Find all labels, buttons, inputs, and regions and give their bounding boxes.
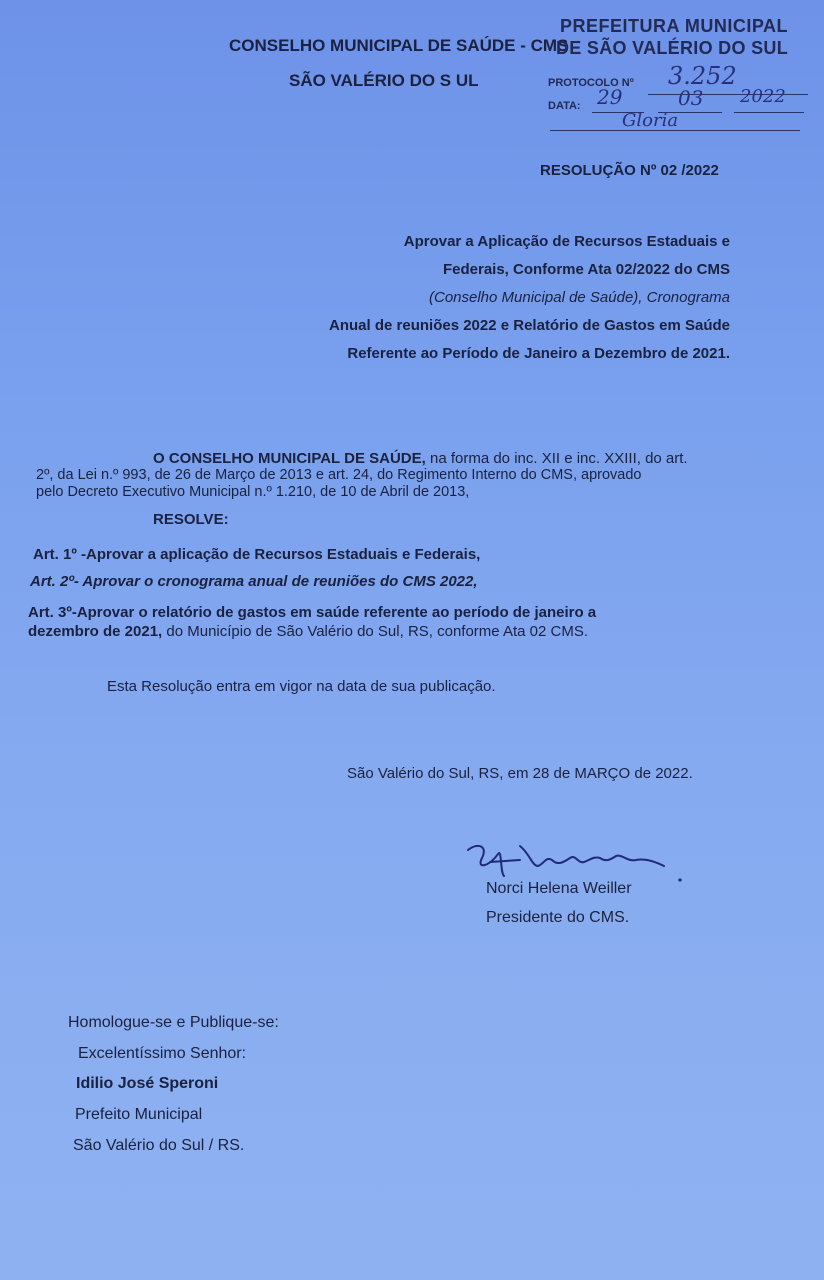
- stamp-date-year: 2022: [740, 86, 786, 107]
- article-3-rest: do Município de São Valério do Sul, RS, conforme Ata 02 CMS.: [162, 623, 589, 640]
- stamp-date-day: 29: [597, 85, 623, 109]
- article-3-line-1: Art. 3º-Aprovar o relatório de gastos em saúde referente ao período de janeiro a: [28, 604, 597, 621]
- council-city: SÃO VALÉRIO DO S UL: [289, 71, 479, 90]
- homologation-line-1: Homologue-se e Publique-se:: [68, 1014, 279, 1031]
- mayor-role: Prefeito Municipal: [75, 1106, 203, 1123]
- mayor-place: São Valério do Sul / RS.: [73, 1137, 245, 1154]
- place-date: São Valério do Sul, RS, em 28 de MARÇO de 2022.: [347, 765, 693, 782]
- effective-clause: Esta Resolução entra em vigor na data de sua publicação.: [107, 678, 496, 695]
- stamp-protocol-number: 3.252: [668, 62, 737, 90]
- body-intro-line-3: pelo Decreto Executivo Municipal n.º 1.210, de 10 de Abril de 2013,: [36, 484, 470, 500]
- stamp-prefeitura: PREFEITURA MUNICIPAL: [560, 16, 788, 36]
- stamp-signature: Gloria: [622, 110, 679, 131]
- summary-line-3: (Conselho Municipal de Saúde), Cronograma: [429, 289, 730, 306]
- resolve-heading: RESOLVE:: [153, 511, 229, 528]
- summary-line-5: Referente ao Período de Janeiro a Dezembro de 2021.: [347, 345, 730, 362]
- article-3-bold: dezembro de 2021,: [28, 623, 163, 640]
- council-name: CONSELHO MUNICIPAL DE SAÚDE - CMS: [229, 36, 569, 55]
- intro-rest: na forma do inc. XII e inc. XXIII, do art.: [425, 450, 688, 467]
- stamp-date-line-year: [734, 106, 804, 113]
- article-1: Art. 1º -Aprovar a aplicação de Recursos Estaduais e Federais,: [33, 546, 481, 563]
- stamp-date-month: 03: [678, 86, 704, 110]
- article-3-line-2: [28, 623, 588, 640]
- stamp-protocol-label: PROTOCOLO Nº: [548, 77, 634, 89]
- article-2: Art. 2º- Aprovar o cronograma anual de reuniões do CMS 2022,: [30, 573, 478, 590]
- homologation-line-2: Excelentíssimo Senhor:: [78, 1045, 247, 1062]
- summary-line-2: Federais, Conforme Ata 02/2022 do CMS: [442, 261, 730, 278]
- stamp-date-label: DATA:: [548, 100, 581, 112]
- stamp-bottom-line: [550, 124, 800, 131]
- body-intro-line-2: 2º, da Lei n.º 993, de 26 de Março de 2013 e art. 24, do Regimento Interno do CMS, aprovado: [36, 467, 642, 483]
- summary-line-1: Aprovar a Aplicação de Recursos Estaduais e: [403, 233, 730, 250]
- mayor-name: Idilio José Speroni: [76, 1075, 219, 1092]
- summary-line-4: Anual de reuniões 2022 e Relatório de Gastos em Saúde: [329, 317, 730, 334]
- council-intro-bold: O CONSELHO MUNICIPAL DE SAÚDE,: [153, 450, 426, 467]
- resolution-title: RESOLUÇÃO Nº 02 /2022: [540, 162, 719, 179]
- resolution-summary: [290, 228, 730, 368]
- stamp-municipality: DE SÃO VALÉRIO DO SUL: [556, 38, 788, 58]
- signer-name: Norci Helena Weiller: [486, 880, 632, 897]
- body-intro-line-1: [153, 450, 688, 467]
- signer-role: Presidente do CMS.: [486, 909, 630, 926]
